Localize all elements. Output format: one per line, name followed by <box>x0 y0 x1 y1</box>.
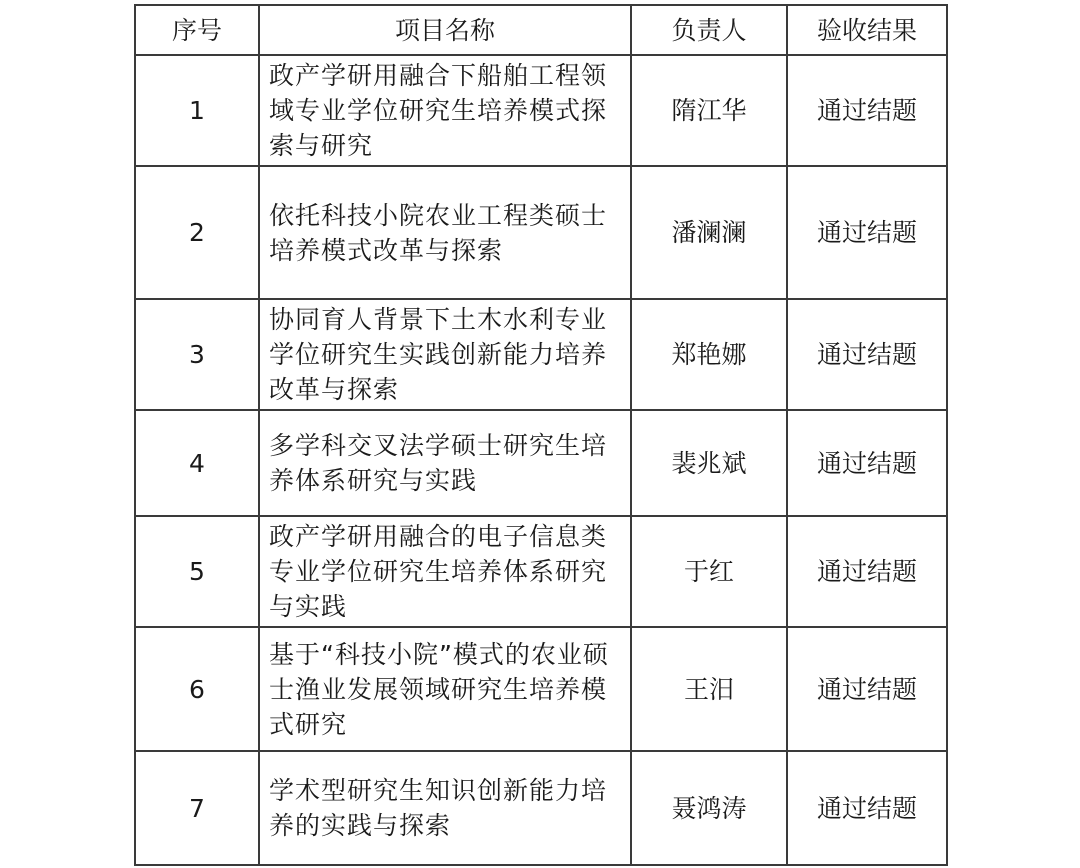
row-number: 4 <box>135 410 259 516</box>
table-row <box>135 516 947 627</box>
project-leader: 王汨 <box>631 627 787 751</box>
acceptance-result: 通过结题 <box>787 166 947 299</box>
table-row <box>135 410 947 516</box>
header-no: 序号 <box>135 5 259 55</box>
table-row <box>135 627 947 751</box>
table-row <box>135 55 947 166</box>
header-leader: 负责人 <box>631 5 787 55</box>
header-result: 验收结果 <box>787 5 947 55</box>
table-row <box>135 751 947 865</box>
acceptance-result: 通过结题 <box>787 410 947 516</box>
project-name: 基于“科技小院”模式的农业硕士渔业发展领域研究生培养模式研究 <box>259 627 631 751</box>
project-name: 政产学研用融合下船舶工程领域专业学位研究生培养模式探索与研究 <box>259 55 631 166</box>
acceptance-result: 通过结题 <box>787 55 947 166</box>
project-leader: 郑艳娜 <box>631 299 787 410</box>
project-name: 多学科交叉法学硕士研究生培养体系研究与实践 <box>259 410 631 516</box>
table-header-row <box>135 5 947 55</box>
row-number: 6 <box>135 627 259 751</box>
project-results-table <box>134 4 948 866</box>
project-leader: 隋江华 <box>631 55 787 166</box>
acceptance-result: 通过结题 <box>787 627 947 751</box>
project-leader: 潘澜澜 <box>631 166 787 299</box>
table-row <box>135 166 947 299</box>
header-project-name: 项目名称 <box>259 5 631 55</box>
project-leader: 裴兆斌 <box>631 410 787 516</box>
project-leader: 于红 <box>631 516 787 627</box>
row-number: 1 <box>135 55 259 166</box>
project-leader: 聂鸿涛 <box>631 751 787 865</box>
acceptance-result: 通过结题 <box>787 516 947 627</box>
project-name: 协同育人背景下土木水利专业学位研究生实践创新能力培养改革与探索 <box>259 299 631 410</box>
acceptance-result: 通过结题 <box>787 299 947 410</box>
row-number: 2 <box>135 166 259 299</box>
table-row <box>135 299 947 410</box>
acceptance-result: 通过结题 <box>787 751 947 865</box>
project-name: 依托科技小院农业工程类硕士培养模式改革与探索 <box>259 166 631 299</box>
row-number: 3 <box>135 299 259 410</box>
row-number: 7 <box>135 751 259 865</box>
project-name: 学术型研究生知识创新能力培养的实践与探索 <box>259 751 631 865</box>
row-number: 5 <box>135 516 259 627</box>
project-name: 政产学研用融合的电子信息类专业学位研究生培养体系研究与实践 <box>259 516 631 627</box>
